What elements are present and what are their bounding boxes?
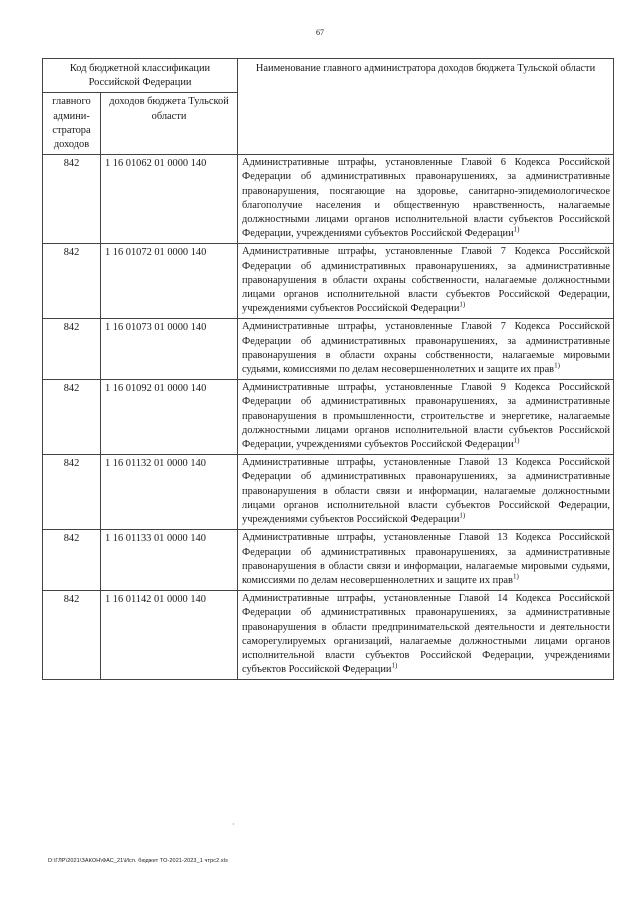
admin-code-cell: 842 bbox=[43, 591, 101, 680]
table-row bbox=[43, 244, 614, 319]
footnote-mark: 1) bbox=[459, 511, 466, 520]
scan-mark: · bbox=[232, 820, 235, 829]
revenue-name-cell bbox=[238, 319, 614, 380]
page-number: 67 bbox=[316, 28, 324, 37]
footnote-mark: 1) bbox=[513, 436, 520, 445]
revenue-name-cell bbox=[238, 455, 614, 530]
table-row bbox=[43, 155, 614, 244]
admin-code-cell: 842 bbox=[43, 455, 101, 530]
header-row bbox=[43, 59, 614, 93]
header-code-group: Код бюджетной классификации Российской Федерации bbox=[43, 59, 238, 93]
footnote-mark: 1) bbox=[391, 661, 398, 670]
admin-code-cell: 842 bbox=[43, 530, 101, 591]
revenue-code-cell: 1 16 01142 01 0000 140 bbox=[101, 591, 238, 680]
table-row bbox=[43, 591, 614, 680]
footnote-mark: 1) bbox=[554, 361, 560, 370]
admin-code-cell: 842 bbox=[43, 319, 101, 380]
revenue-name-cell bbox=[238, 591, 614, 680]
revenue-code-cell: 1 16 01092 01 0000 140 bbox=[101, 380, 238, 455]
revenue-code-cell: 1 16 01133 01 0000 140 bbox=[101, 530, 238, 591]
admin-code-cell: 842 bbox=[43, 244, 101, 319]
revenue-name-text: Административные штрафы, установленные Главой 7 Кодекса Российской Федерации об административных правонарушениях, за административные правонарушения в области охраны собственности, налагаемые должностными лицами органов исполнительной власти субъектов Российской Федерации, учреждениями субъектов Российской Федерации bbox=[242, 246, 611, 315]
revenue-name-cell bbox=[238, 380, 614, 455]
table-row bbox=[43, 455, 614, 530]
revenue-code-cell: 1 16 01073 01 0000 140 bbox=[101, 319, 238, 380]
admin-code-cell: 842 bbox=[43, 380, 101, 455]
revenue-code-cell: 1 16 01072 01 0000 140 bbox=[101, 244, 238, 319]
footnote-mark: 1) bbox=[459, 300, 466, 309]
budget-classification-table bbox=[42, 58, 614, 680]
revenue-name-text: Административные штрафы, установленные Главой 13 Кодекса Российской Федерации об административных правонарушениях, за административные правонарушения в области связи и информации, налагаемые мировыми судьями, комиссиями по делам несовершеннолетних и защите их прав bbox=[242, 532, 611, 586]
revenue-name-cell bbox=[238, 155, 614, 244]
revenue-code-cell: 1 16 01132 01 0000 140 bbox=[101, 455, 238, 530]
revenue-name-text: Административные штрафы, установленные Главой 13 Кодекса Российской Федерации об административных правонарушениях, за административные правонарушения в области связи и информации, налагаемые должностными лицами органов исполнительной власти субъектов Российской Федерации, учреждениями субъектов Российской Федерации bbox=[242, 457, 611, 526]
footnote-mark: 1) bbox=[513, 225, 520, 234]
admin-code-cell: 842 bbox=[43, 155, 101, 244]
header-admin-column: главного админи-стратора доходов bbox=[43, 93, 101, 155]
revenue-name-cell bbox=[238, 244, 614, 319]
table-row bbox=[43, 380, 614, 455]
footer-file-path: D:\ГЛР\2021\ЗАКОН\ФАС_21\Исп. бюджет ТО-2021-2023_1 чтрс2.xls bbox=[48, 858, 228, 864]
revenue-name-text: Административные штрафы, установленные Главой 14 Кодекса Российской Федерации об административных правонарушениях, за административные правонарушения в области предпринимательской деятельности и деятельности саморегулируемых организаций, налагаемые должностными лицами органов исполнительной власти субъектов Российской Федерации, учреждениями субъектов Российской Федерации bbox=[242, 593, 611, 676]
table-row bbox=[43, 319, 614, 380]
revenue-name-text: Административные штрафы, установленные Главой 7 Кодекса Российской Федерации об административных правонарушениях, за административные правонарушения в области охраны собственности, налагаемые мировыми судьями, комиссиями по делам несовершеннолетних и защите их прав bbox=[242, 321, 611, 376]
table-row bbox=[43, 530, 614, 591]
revenue-name-cell bbox=[238, 530, 614, 591]
revenue-code-cell: 1 16 01062 01 0000 140 bbox=[101, 155, 238, 244]
revenue-name-text: Административные штрафы, установленные Главой 6 Кодекса Российской Федерации об административных правонарушениях, за административные правонарушения, посягающие на здоровье, санитарно-эпидемиологическое благополучие населения и общественную нравственность, налагаемые должностными лицами органов исполнительной власти субъектов Российской Федерации, учреждениями субъектов Российской Федерации bbox=[242, 157, 611, 240]
header-revenue-column: доходов бюджета Тульской области bbox=[101, 93, 238, 155]
footnote-mark: 1) bbox=[512, 572, 519, 581]
revenue-name-text: Административные штрафы, установленные Главой 9 Кодекса Российской Федерации об административных правонарушениях, за административные правонарушения в промышленности, строительстве и энергетике, налагаемые должностными лицами органов исполнительной власти субъектов Российской Федерации, учреждениями субъектов Российской Федерации bbox=[242, 382, 611, 451]
header-name-column: Наименование главного администратора доходов бюджета Тульской области bbox=[238, 59, 614, 155]
